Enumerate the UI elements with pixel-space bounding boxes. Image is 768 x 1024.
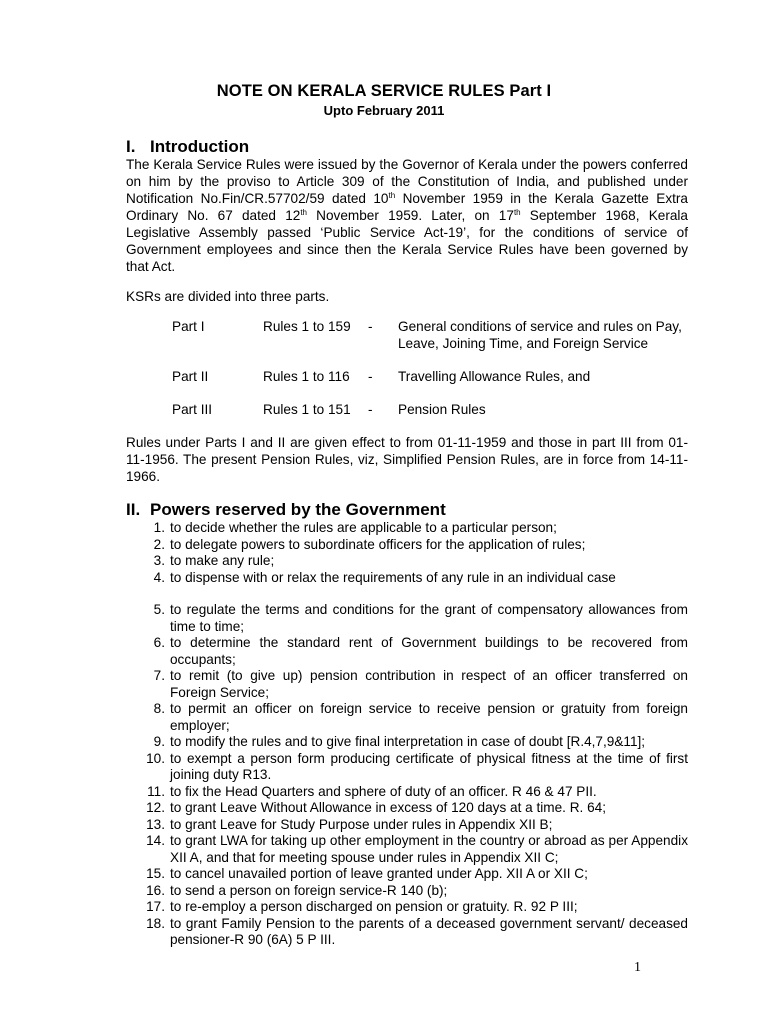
list-item-number: 15. (146, 866, 165, 881)
list-item-number: 13. (146, 816, 165, 832)
part-dash: - (368, 369, 373, 384)
list-item-text: to grant Leave Without Allowance in excess of 120 days at a time. R. 64; (170, 800, 606, 815)
part-label: Part I (172, 319, 205, 334)
list-item-number: 6. (153, 635, 165, 650)
list-item-number: 12. (146, 800, 165, 815)
list-item (126, 866, 688, 883)
list-item (126, 883, 688, 900)
intro-sup-1: th (388, 191, 396, 200)
section-number: I. (126, 137, 136, 156)
intro-text-2: November 1959 in the Kerala Gazette Extra Ordinary No. 67 dated 12 (126, 191, 688, 223)
intro-sup-2: th (300, 208, 307, 217)
list-item-number: 9. (153, 734, 165, 749)
list-item-text: to re-employ a person discharged on pension or gratuity. R. 92 P III; (170, 899, 578, 914)
list-item-number: 10. (146, 750, 165, 766)
part-description: General conditions of service and rules on Pay, Leave, Joining Time, and Foreign Service (398, 319, 682, 351)
list-item (126, 817, 688, 834)
list-item-text: to regulate the terms and conditions for the grant of compensatory allowances from time to time; (170, 602, 688, 634)
part-label: Part II (172, 369, 209, 384)
section-number: II. (126, 500, 141, 519)
page-number: 1 (634, 960, 641, 975)
list-item-number: 2. (153, 536, 165, 552)
list-item-text: to grant Family Pension to the parents of a deceased government servant/ deceased pensioner-R 90 (6A) 5 P III. (170, 915, 688, 947)
list-item-text: to send a person on foreign service-R 140 (b); (170, 882, 448, 898)
list-item (126, 635, 688, 668)
list-item (126, 916, 688, 949)
list-item-text: to remit (to give up) pension contribution in respect of an officer transferred on Foreign Service; (170, 668, 688, 700)
part-dash: - (368, 319, 373, 334)
list-item-text: to grant Leave for Study Purpose under rules in Appendix XII B; (170, 816, 553, 832)
list-item (126, 899, 688, 916)
part-description: Travelling Allowance Rules, and (398, 369, 591, 384)
intro-text-3: November 1959. Later, on 17 (306, 208, 514, 223)
list-item-number: 5. (153, 602, 165, 617)
section-title: Introduction (150, 137, 250, 156)
list-item-number: 16. (146, 882, 165, 898)
list-item (126, 833, 688, 866)
section-title: Powers reserved by the Government (150, 500, 446, 519)
list-item-number: 17. (146, 899, 165, 914)
part-rules: Rules 1 to 116 (263, 369, 350, 384)
list-item-number: 14. (146, 833, 165, 848)
list-item (126, 734, 688, 751)
effect-paragraph: Rules under Parts I and II are given effect to from 01-11-1959 and those in part III from 01-11-1956. The present Pension Rules, viz, Simplified Pension Rules, are in force from 14-11-1966. (126, 435, 688, 484)
document-subtitle: Upto February 2011 (323, 103, 445, 118)
intro-paragraph (126, 156, 688, 275)
intro-text-4: September 1968, Kerala Legislative Assembly passed ‘Public Service Act-19’, for the conditions of service of Government employees and since then the Kerala Service Rules have been governed by that Act. (126, 208, 688, 274)
list-item (126, 602, 688, 635)
list-item (126, 553, 688, 570)
part-rules: Rules 1 to 151 (263, 402, 351, 417)
list-item-text: to make any rule; (170, 553, 275, 568)
list-item (126, 701, 688, 734)
powers-list (126, 520, 688, 949)
list-item-text: to fix the Head Quarters and sphere of duty of an officer. R 46 & 47 PII. (170, 783, 597, 799)
document-title: NOTE ON KERALA SERVICE RULES Part I (216, 82, 552, 100)
list-item-number: 7. (153, 668, 165, 683)
list-item-text: to modify the rules and to give final interpretation in case of doubt [R.4,7,9&11]; (170, 734, 646, 749)
list-item-text: to grant LWA for taking up other employment in the country or abroad as per Appendix XII A, and that for meeting spouse under rules in Appendix XII C; (170, 833, 688, 865)
ksr-intro-line: KSRs are divided into three parts. (126, 289, 330, 304)
intro-text-1: The Kerala Service Rules were issued by the Governor of Kerala under the powers conferred on him by the proviso to Article 309 of the Constitution of India, and published under Notification No.Fin/CR.57702/59 dated 10 (126, 157, 688, 206)
section-heading-powers (126, 500, 446, 520)
list-item (126, 570, 688, 587)
part-rules: Rules 1 to 159 (263, 319, 351, 334)
list-item (126, 537, 688, 554)
list-item (126, 784, 688, 801)
list-item (126, 668, 688, 701)
intro-sup-3: th (513, 208, 521, 217)
list-item-number: 3. (153, 553, 165, 568)
list-item-text: to cancel unavailed portion of leave granted under App. XII A or XII C; (170, 866, 588, 881)
section-heading-introduction (126, 137, 249, 157)
list-item-text: to dispense with or relax the requirements of any rule in an individual case (170, 569, 616, 585)
list-item-text: to delegate powers to subordinate officers for the application of rules; (170, 536, 586, 552)
list-item-text: to decide whether the rules are applicable to a particular person; (170, 520, 557, 535)
list-item-number: 11. (147, 783, 165, 799)
list-item (126, 800, 688, 817)
part-dash: - (368, 402, 373, 417)
list-item-number: 4. (153, 569, 165, 585)
list-item-number: 1. (153, 520, 165, 535)
list-item (126, 751, 688, 784)
list-item-text: to permit an officer on foreign service to receive pension or gratuity from foreign employer; (170, 701, 688, 733)
list-item-number: 18. (146, 915, 165, 931)
list-item-text: to determine the standard rent of Government buildings to be recovered from occupants; (170, 635, 688, 667)
part-description: Pension Rules (398, 402, 486, 417)
part-label: Part III (172, 402, 213, 417)
list-item (126, 520, 688, 537)
list-item-text: to exempt a person form producing certificate of physical fitness at the time of first joining duty R13. (170, 750, 688, 782)
list-item-number: 8. (153, 701, 165, 716)
